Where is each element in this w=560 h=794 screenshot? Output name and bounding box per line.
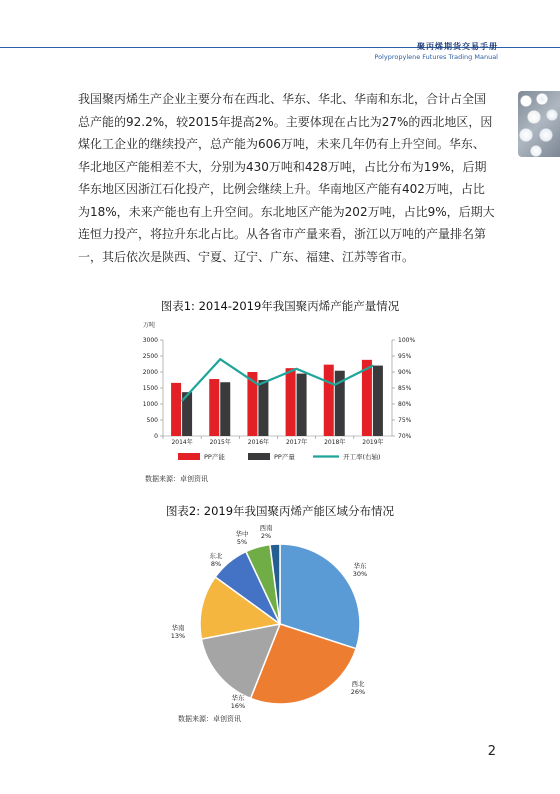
y-tick-label: 2000 (142, 369, 158, 376)
bar-capacity (171, 383, 181, 436)
slice-label: 华南 (171, 624, 185, 632)
x-tick-label: 2015年 (209, 439, 231, 446)
x-tick-label: 2014年 (171, 439, 193, 446)
y2-tick-label: 70% (398, 433, 412, 440)
bar-capacity (324, 365, 334, 436)
y2-tick-label: 80% (398, 401, 412, 408)
slice-label: 西南 (259, 524, 273, 532)
slice-value: 2% (260, 532, 272, 540)
legend-label: PP产量 (274, 453, 295, 461)
slice-value: 8% (210, 560, 222, 568)
y2-tick-label: 95% (398, 353, 412, 360)
bar-output (297, 374, 307, 436)
legend-swatch (248, 453, 270, 460)
bar-capacity (209, 379, 219, 436)
region-distribution-pie (160, 520, 400, 712)
y-tick-label: 0 (154, 433, 158, 440)
body-paragraph-block (78, 88, 496, 268)
utilization-point (296, 368, 298, 370)
figure2-title: 图表2: 2019年我国聚丙烯产能区域分布情况 (165, 504, 395, 518)
page-number: 2 (487, 744, 496, 759)
pp-pellets-image (518, 91, 560, 157)
y-axis-unit: 万吨 (143, 322, 156, 329)
figure1-source: 数据来源：卓创资讯 (145, 475, 208, 483)
slice-label: 东北 (209, 552, 223, 560)
slice-value: 26% (350, 688, 366, 696)
header-title: 聚丙烯期货交易手册 (417, 42, 498, 51)
bar-output (373, 366, 383, 436)
utilization-point (258, 384, 260, 386)
bar-output (258, 380, 268, 436)
y-tick-label: 500 (146, 417, 158, 424)
slice-label: 华东 (353, 562, 367, 570)
slice-label: 华东 (231, 694, 245, 702)
y-tick-label: 2500 (142, 353, 158, 360)
utilization-point (372, 365, 374, 367)
x-tick-label: 2019年 (362, 439, 384, 446)
utilization-point (219, 358, 221, 360)
slice-label: 华中 (235, 530, 249, 538)
legend-swatch (178, 453, 200, 460)
slice-value: 5% (236, 538, 248, 546)
y2-tick-label: 75% (398, 417, 412, 424)
slice-value: 30% (352, 570, 368, 578)
legend-label: 开工率(右轴) (343, 453, 381, 461)
x-tick-label: 2018年 (324, 439, 346, 446)
legend-label: PP产能 (204, 453, 225, 461)
y-tick-label: 1000 (142, 401, 158, 408)
slice-label: 西北 (351, 680, 365, 688)
figure1-title: 图表1: 2014-2019年我国聚丙烯产能产量情况 (160, 299, 400, 313)
capacity-output-chart (130, 316, 430, 471)
bar-output (220, 382, 230, 436)
slice-value: 16% (230, 702, 246, 710)
figure2-source: 数据来源：卓创资讯 (178, 715, 241, 723)
body-paragraph: 我国聚丙烯生产企业主要分布在西北、华东、华北、华南和东北，合计占全国总产能的92.2%，较2015年提高2%。主要体现在占比为27%的西北地区，因煤化工企业的继续投产，总产能为606万吨，未来几年仍有上升空间。华东、华北地区产能相差不大，分别为430万吨和428万吨，占比分布为19%，后期华东地区因浙江石化投产，比例会继续上升。华南地区产能有402万吨，占比为18%，未来产能也有上升空间。东北地区产能为202万吨，占比9%，后期大连恒力投产，将拉升东北占比。从各省市产量来看，浙江以万吨的产量排名第一，其后依次是陕西、宁夏、辽宁、广东、福建、江苏等省市。 (78, 92, 495, 264)
utilization-point (181, 400, 183, 402)
y2-tick-label: 100% (398, 337, 416, 344)
header-subtitle: Polypropylene Futures Trading Manual (374, 53, 498, 61)
bar-capacity (286, 368, 296, 436)
x-tick-label: 2016年 (247, 439, 270, 446)
x-tick-label: 2017年 (285, 439, 308, 446)
utilization-point (334, 384, 336, 386)
slice-value: 13% (170, 632, 186, 640)
y-tick-label: 1500 (142, 385, 158, 392)
y2-tick-label: 85% (398, 385, 412, 392)
y-tick-label: 3000 (142, 337, 158, 344)
y2-tick-label: 90% (398, 369, 412, 376)
